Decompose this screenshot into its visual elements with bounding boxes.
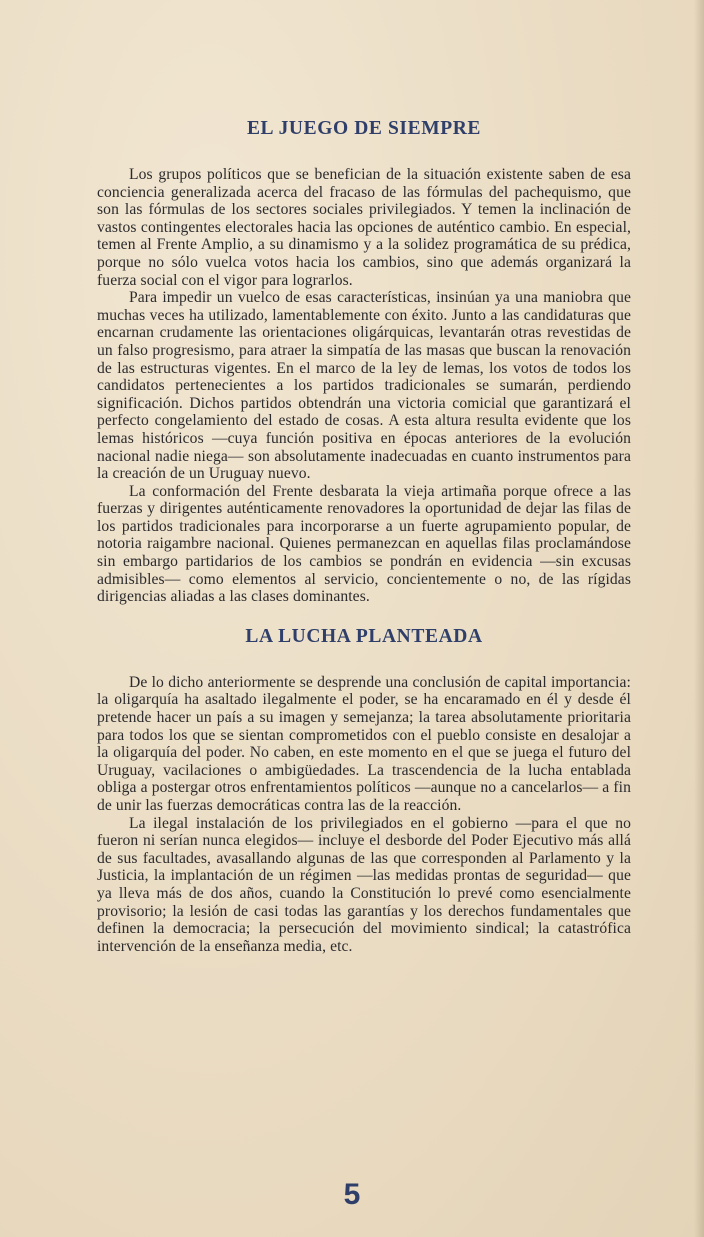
- text-column: [97, 118, 631, 955]
- section-title-lucha: LA LUCHA PLANTEADA: [245, 625, 483, 647]
- paragraph-lucha-1: De lo dicho anteriormente se desprende una conclusión de capital importancia: la oligarquía ha asaltado ilegalmente el poder, se ha encaramado en él y desde él pretende hacer un país a su imagen y semejanza; la tarea absolutamente prioritaria para todos los que se sientan comprometidos con el pueblo consiste en desalojar a la oligarquía del poder. No caben, en este momento en el que se juega el futuro del Uruguay, vacilaciones o ambigüedades. La trascendencia de la lucha entablada obliga a postergar otros enfrentamientos políticos —aunque no a cancelarlos— a fin de unir las fuerzas democráticas contra las de la reacción.: [97, 673, 631, 814]
- paragraph-juego-2: Para impedir un vuelco de esas características, insinúan ya una maniobra que muchas veces ha utilizado, lamentablemente con éxito. Junto a las candidaturas que encarnan crudamente las orientaciones oligárquicas, levantarán otras revestidas de un falso progresismo, para atraer la simpatía de las masas que buscan la renovación de las estructuras vigentes. En el marco de la ley de lemas, los votos de todos los candidatos pertenecientes a los partidos tradicionales se sumarán, perdiendo significación. Dichos partidos obtendrán una victoria comicial que garantizará el perfecto congelamiento del estado de cosas. A esta altura resulta evidente que los lemas históricos —cuya función positiva en épocas anteriores de la evolución nacional nadie niega— son absolutamente inadecuadas en cuanto instrumentos para la creación de un Uruguay nuevo.: [97, 289, 631, 483]
- section-title-juego: EL JUEGO DE SIEMPRE: [246, 118, 482, 139]
- paragraph-lucha-2: La ilegal instalación de los privilegiados en el gobierno —para el que no fueron ni serían nunca elegidos— incluye el desborde del Poder Ejecutivo más allá de sus facultades, avasallando algunas de las que corresponden al Parlamento y la Justicia, la implantación de un régimen —las medidas prontas de seguridad— que ya lleva más de dos años, cuando la Constitución lo prevé como esencialmente provisorio; la lesión de casi todas las garantías y los derechos fundamentales que definen la democracia; la persecución del movimiento sindical; la catastrófica intervención de la enseñanza media, etc.: [97, 814, 631, 955]
- paragraph-juego-1: Los grupos políticos que se benefician de la situación existente saben de esa conciencia generalizada acerca del fracaso de las fórmulas del pachequismo, que son las fórmulas de los sectores sociales privilegiados. Y temen la inclinación de vastos contingentes electorales hacia las opciones de auténtico cambio. En especial, temen al Frente Amplio, a su dinamismo y a la solidez programática de su prédica, porque no sólo vuelca votos hacia los cambios, sino que además organizará la fuerza social con el vigor para lograrlos.: [97, 166, 631, 289]
- paragraph-juego-3: La conformación del Frente desbarata la vieja artimaña porque ofrece a las fuerzas y dirigentes auténticamente renovadores la oportunidad de dejar las filas de los partidos tradicionales para incorporarse a un fuerte agrupamiento popular, de notoria raigambre nacional. Quienes permanezcan en aquellas filas proclamándose sin embargo partidarios de los cambios se pondrán en evidencia —sin excusas admisibles— como elementos al servicio, concientemente o no, de las rígidas dirigencias aliadas a las clases dominantes.: [97, 482, 631, 606]
- page-edge-shadow: [694, 0, 704, 1237]
- page-number: 5: [343, 1178, 361, 1211]
